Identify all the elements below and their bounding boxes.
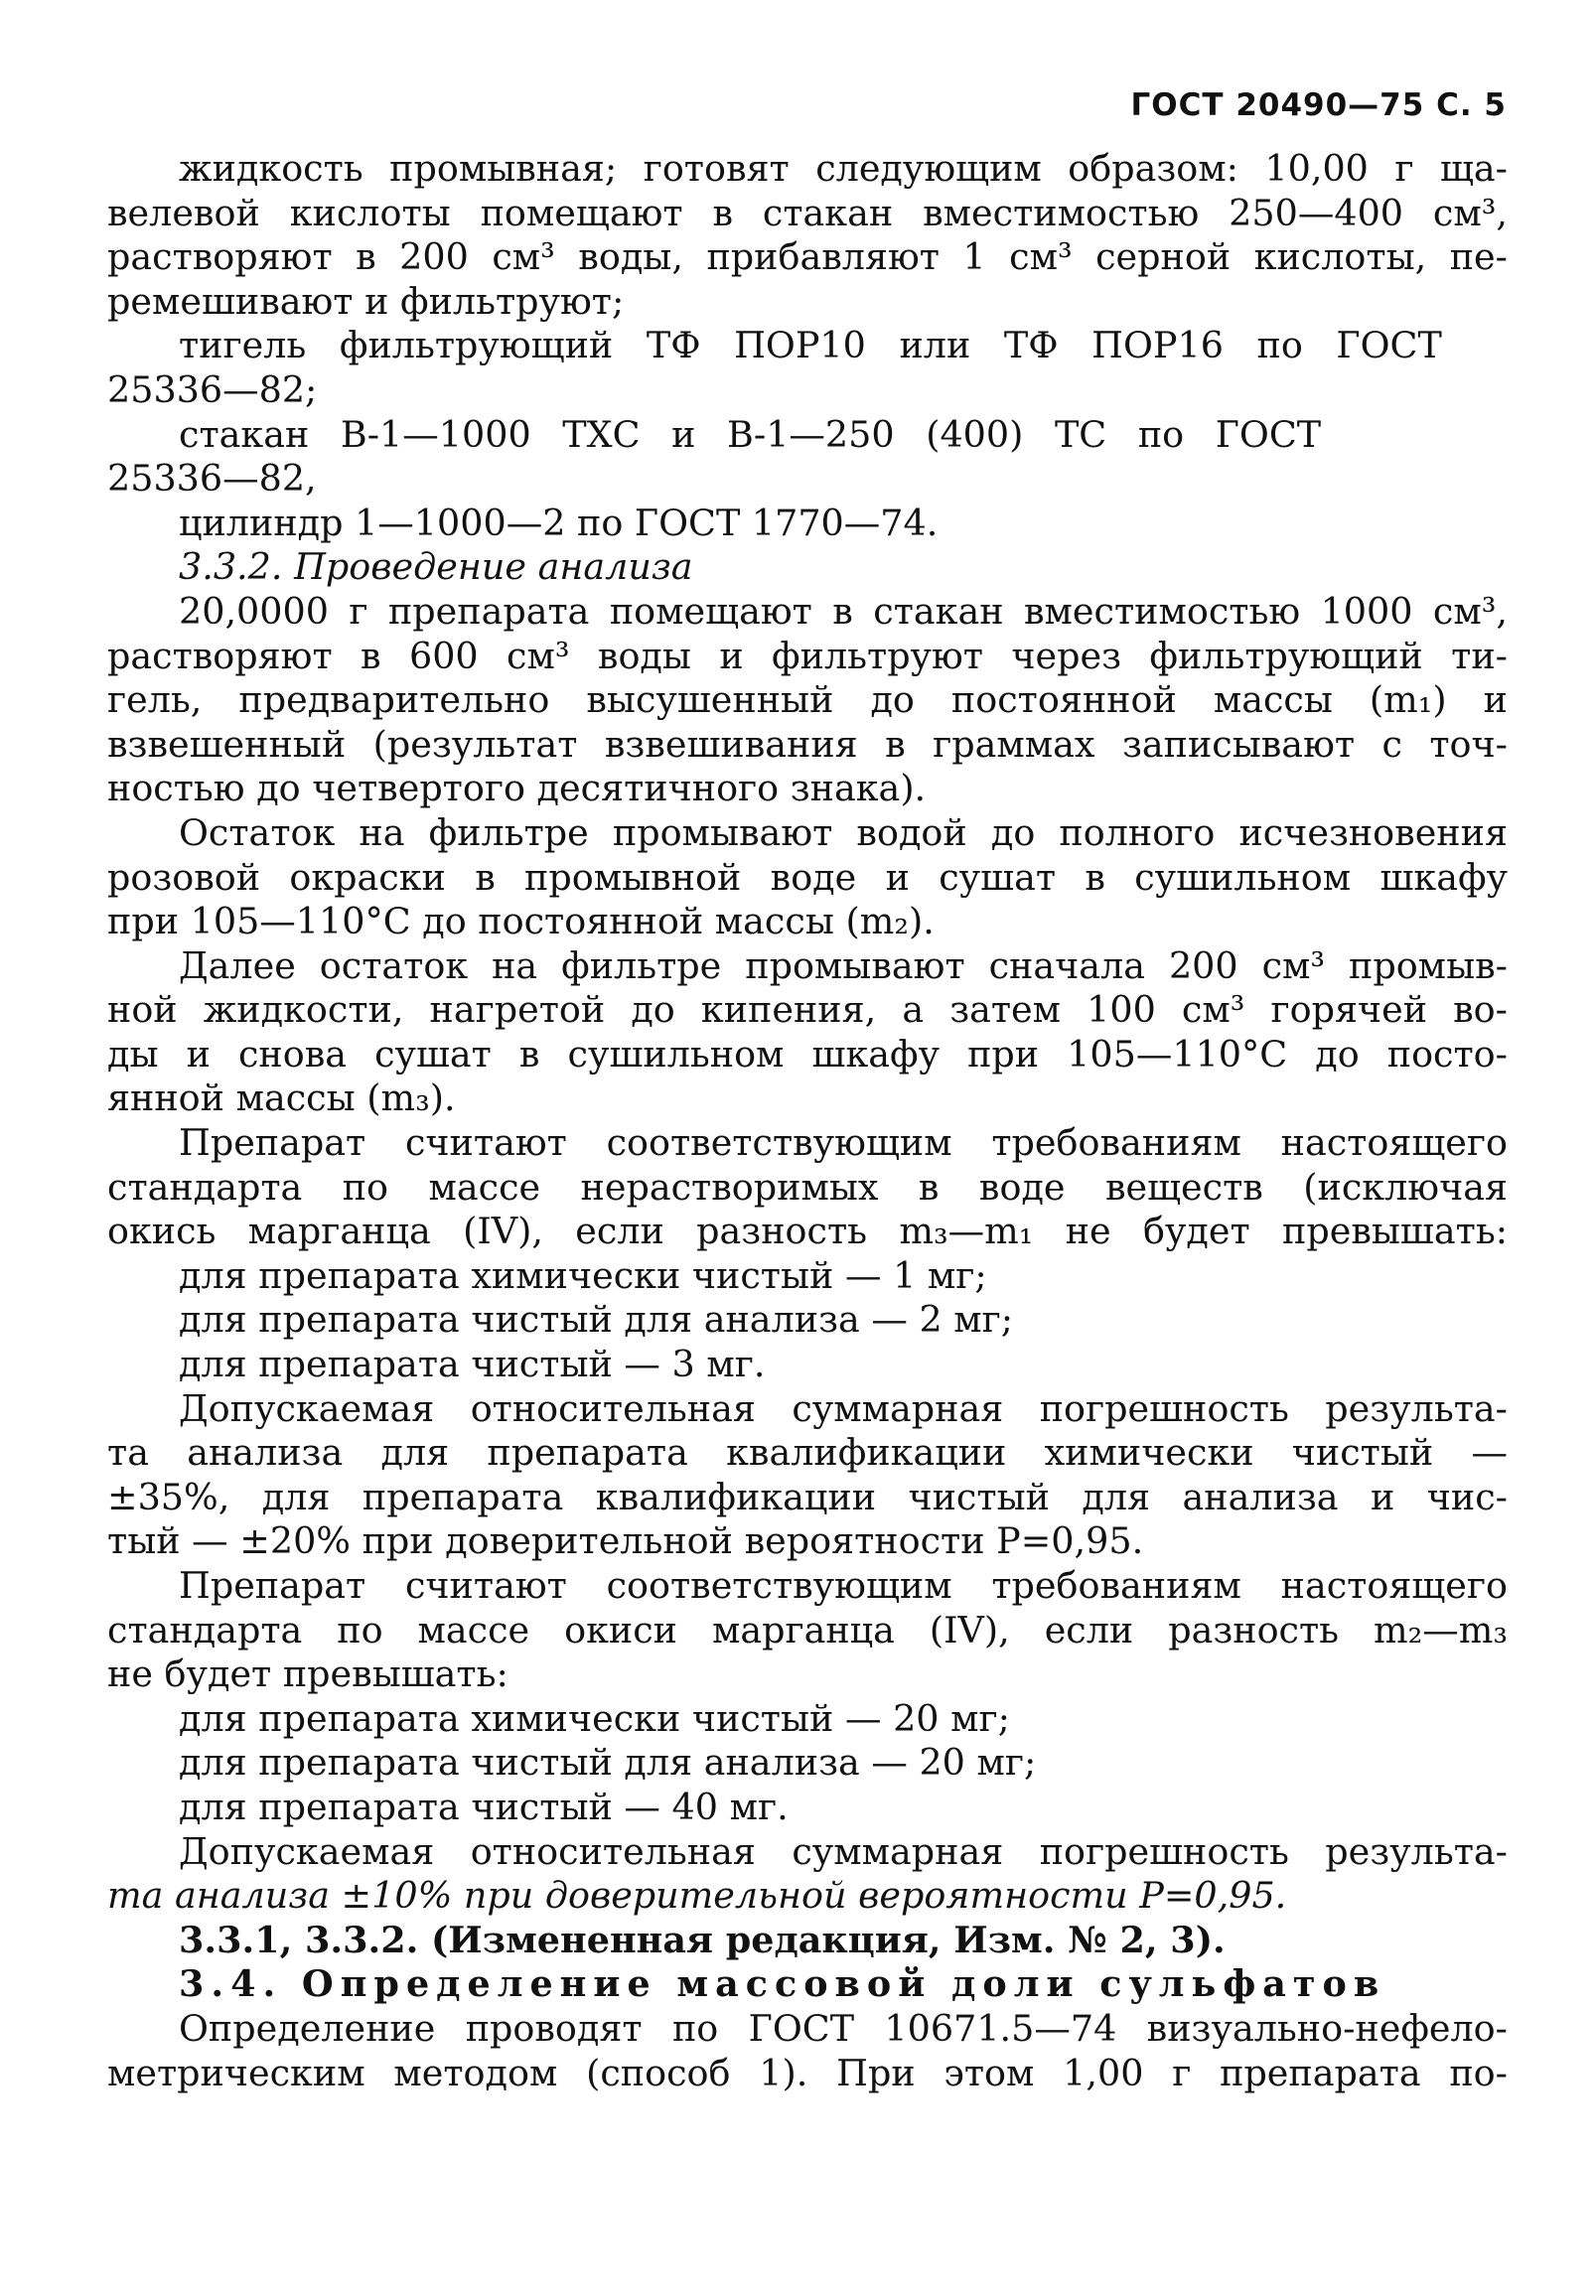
text-line: растворяют в 600 см³ воды и фильтруют через фильтрующий ти- — [107, 634, 1508, 677]
text-line: взвешенный (результат взвешивания в граммах записывают с точ- — [107, 722, 1508, 766]
text-line: ностью до четвертого десятичного знака). — [107, 767, 927, 810]
text-line: та анализа для препарата квалификации химически чистый — — [107, 1431, 1508, 1475]
text-line: окись марганца (IV), если разность m₃—m₁ не будет превышать: — [107, 1210, 1508, 1253]
list-item: для препарата чистый для анализа — 2 мг; — [179, 1298, 1014, 1342]
text-line: Препарат считают соответствующим требованиям настоящего — [179, 1564, 1508, 1607]
text-line: растворяют в 200 см³ воды, прибавляют 1 см³ серной кислоты, пе- — [107, 235, 1508, 279]
section-heading: 3.3.2. Проведение анализа — [179, 545, 693, 589]
text-line: гель, предварительно высушенный до постоянной массы (m₁) и — [107, 678, 1508, 722]
text-line: жидкость промывная; готовят следующим образом: 10,00 г ща- — [179, 147, 1508, 190]
text-line: Далее остаток на фильтре промывают сначала 200 см³ промыв- — [179, 943, 1508, 987]
text-line: тигель фильтрующий ТФ ПОР10 или ТФ ПОР16 по ГОСТ — [179, 324, 1442, 367]
text-line: Допускаемая относительная суммарная погрешность результа- — [179, 1386, 1508, 1430]
text-line: ной жидкости, нагретой до кипения, а затем 100 см³ горячей во- — [107, 988, 1508, 1032]
text-line: ремешивают и фильтруют; — [107, 279, 625, 323]
text-line: цилиндр 1—1000—2 по ГОСТ 1770—74. — [179, 501, 939, 544]
list-item: для препарата чистый — 3 мг. — [179, 1343, 766, 1386]
list-item: для препарата чистый для анализа — 20 мг; — [179, 1741, 1037, 1785]
text-line: ±35%, для препарата квалификации чистый для анализа и чис- — [107, 1475, 1508, 1518]
text-line: велевой кислоты помещают в стакан вместимостью 250—400 см³, — [107, 191, 1508, 234]
text-line: 25336—82; — [107, 367, 318, 411]
list-item: для препарата чистый — 40 мг. — [179, 1785, 789, 1828]
text-line: стакан В-1—1000 ТХС и В-1—250 (400) ТС по ГОСТ — [179, 412, 1322, 456]
text-line: Остаток на фильтре промывают водой до полного исчезновения — [179, 810, 1508, 854]
text-line: та анализа ±10% при доверительной вероятности P=0,95. — [107, 1874, 1287, 1918]
text-line: розовой окраски в промывной воде и сушат в сушильном шкафу — [107, 855, 1508, 899]
text-line: тый — ±20% при доверительной вероятности P=0,95. — [107, 1519, 1144, 1563]
list-item: для препарата химически чистый — 1 мг; — [179, 1253, 987, 1297]
text-line: метрическим методом (способ 1). При этом 1,00 г препарата по- — [107, 2051, 1508, 2094]
page-header: ГОСТ 20490—75 С. 5 — [1130, 87, 1507, 123]
revision-note: 3.3.1, 3.3.2. (Измененная редакция, Изм. № 2, 3). — [179, 1918, 1226, 1961]
text-line: 20,0000 г препарата помещают в стакан вместимостью 1000 см³, — [179, 589, 1508, 633]
section-heading: 3.4. Определение массовой доли сульфатов — [179, 1962, 1386, 2006]
text-line: стандарта по массе окиси марганца (IV), если разность m₂—m₃ — [107, 1608, 1508, 1651]
text-line: Препарат считают соответствующим требованиям настоящего — [179, 1121, 1508, 1165]
text-line: при 105—110°С до постоянной массы (m₂). — [107, 900, 935, 943]
text-line: Допускаемая относительная суммарная погрешность результа- — [179, 1829, 1508, 1873]
text-line: Определение проводят по ГОСТ 10671.5—74 визуально-нефело- — [179, 2006, 1508, 2050]
list-item: для препарата химически чистый — 20 мг; — [179, 1696, 1010, 1740]
text-line: не будет превышать: — [107, 1652, 508, 1696]
text-line: стандарта по массе нерастворимых в воде веществ (исключая — [107, 1165, 1508, 1209]
text-line: 25336—82, — [107, 457, 317, 501]
text-line: янной массы (m₃). — [107, 1076, 456, 1120]
text-line: ды и снова сушат в сушильном шкафу при 105—110°С до посто- — [107, 1032, 1508, 1076]
document-body — [107, 147, 1508, 2095]
